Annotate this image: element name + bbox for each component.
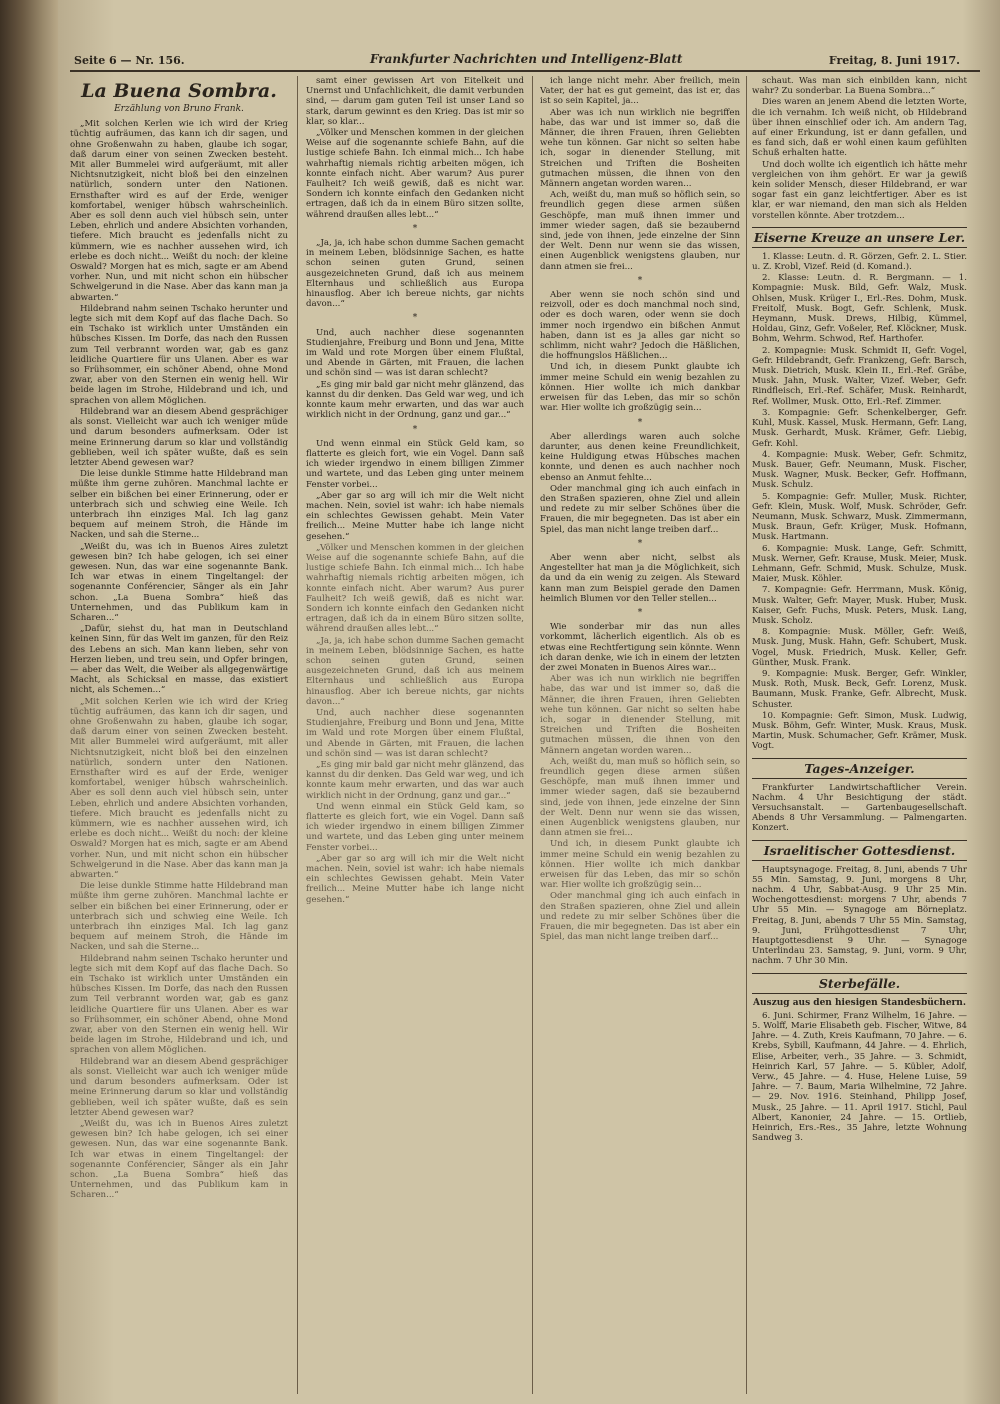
column-rule [532, 76, 533, 1394]
section-divider: * [637, 607, 643, 618]
section-divider: * [412, 313, 418, 324]
paragraph: „Völker und Menschen kommen in der gleichen Weise auf die sogenannte schiefe Bahn, auf die lustige schiefe Bahn. Ich einmal mich... Ich habe wahrhaftig niemals richtig arbeiten mögen, ich konnte einfach nicht. Aber warum? Aus purer Faulheit? Ich weiß gewiß, daß es nicht war. Sondern ich konnte einfach den Gedanken nicht ertragen, daß ich da in einem Büro sitzen sollte, während draußen alles lebt...“ [306, 128, 524, 220]
paragraph: Hildebrand war an diesem Abend gesprächiger als sonst. Vielleicht war auch ich weniger müde und darum besonders aufmerksam. Oder ist meine Erinnerung darum so klar und vollständig geblieben, weil ich später wußte, daß es sein letzter Abend gewesen war? [70, 1056, 288, 1118]
paragraph: Hildebrand war an diesem Abend gesprächiger als sonst. Vielleicht war auch ich weniger müde und darum besonders aufmerksam. Oder ist meine Erinnerung darum so klar und vollständig geblieben, weil ich später wußte, daß es sein letzter Abend gewesen war? [70, 406, 288, 468]
honor-list: 2. Kompagnie: Musk. Schmidt II, Gefr. Vogel, Gefr. Hildebrandt, Gefr. Frankzeng, Gefr. Barsch, Musk. Dietrich, Musk. Klein II., Erl.-Ref. Gräbe, Musk. Jahn, Musk. Walter, Vizef. Weber, Gefr. Rindfleisch, Erl.-Ref. Schäfer, Musk. Reinhardt, Ref. Wollmer, Musk. Otto, Erl.-Ref. Zimmer. [752, 345, 967, 407]
honor-list: 3. Kompagnie: Gefr. Schenkelberger, Gefr. Kuhl, Musk. Kassel, Musk. Hermann, Gefr. Lang, Musk. Gerhardt, Musk. Krämer, Gefr. Liebig, Gefr. Kohl. [752, 407, 967, 449]
section-divider: * [637, 275, 643, 286]
daily-notices: Frankfurter Landwirtschaftlicher Verein. Nachm. 4 Uhr Besichtigung der städt. Versuchsanstalt. — Gartenbaugesellschaft. Abends 8 Uhr Versammlung. — Palmengarten. Konzert. [752, 782, 967, 834]
column-2 [306, 76, 524, 1394]
paragraph: „Mit solchen Kerlen wie ich wird der Krieg tüchtig aufräumen, das kann ich dir sagen, und ohne Großenwahn zu haben, glaube ich sogar, daß darum einer von seinen Zwecken besteht. Mit aller Bummelei wird aufgeräumt, mit aller Nichtsnutzigkeit, nicht bloß bei den einzelnen natürlich, sondern unter den Nationen. Ernsthafter wird es auf der Erde, weniger komfortabel, weniger hübsch wahrscheinlich. Aber es soll denn auch viel hübsch sein, unter Leben, ehrlich und andere Absichten vorhanden, tiefere. Mich braucht es jedenfalls nicht zu kümmern, wie es nachher aussehen wird, ich erlebe es doch nicht... Weißt du noch: der kleine Oswald? Morgen hat es mich, sagte er am Abend vorher. Nun, und mit nicht schon ein hübscher Schwelgerund in die Nase. Aber das kann man ja abwarten.“ [70, 119, 288, 303]
paragraph: „Weißt du, was ich in Buenos Aires zuletzt gewesen bin? Ich habe gelogen, ich sei einer gewesen. Nun, das war eine sogenannte Bank. Ich war etwas in einem Tingeltangel: der sogenannte Conférencier, Sänger als ein Jahr schon. „La Buena Sombra“ hieß das Unternehmen, und das Publikum kam in Scharen...“ [70, 541, 288, 623]
honor-list: 1. Klasse: Leutn. d. R. Görzen, Gefr. 2. L. Stier. u. Z. Krobl, Vizef. Reid (d. Komand.). [752, 251, 967, 273]
paragraph: Und wenn einmal ein Stück Geld kam, so flatterte es gleich fort, wie ein Vogel. Dann saß ich wieder irgendwo in einem billigen Zimmer und wartete, und das Leben ging unter meinem Fenster vorbei... [306, 438, 524, 490]
paragraph: „Mit solchen Kerlen wie ich wird der Krieg tüchtig aufräumen, das kann ich dir sagen, und ohne Großenwahn zu haben, glaube ich sogar, daß darum einer von seinen Zwecken besteht. Mit aller Bummelei wird aufgeräumt, mit aller Nichtsnutzigkeit, nicht bloß bei den einzelnen natürlich, sondern unter den Nationen. Ernsthafter wird es auf der Erde, weniger komfortabel, weniger hübsch wahrscheinlich. Aber es soll denn auch viel hübsch sein, unter Leben, ehrlich und andere Absichten vorhanden, tiefere. Mich braucht es jedenfalls nicht zu kümmern, wie es nachher aussehen wird, ich erlebe es doch nicht... Weißt du noch: der kleine Oswald? Morgen hat es mich, sagte er am Abend vorher. Nun, und mit nicht schon ein hübscher Schwelgerund in die Nase. Aber das kann man ja abwarten.“ [70, 696, 288, 881]
honor-list: 10. Kompagnie: Gefr. Simon, Musk. Ludwig, Musk. Böhm, Gefr. Winter, Musk. Kraus, Musk. Martin, Musk. Schumacher, Gefr. Krämer, Musk. Vogt. [752, 710, 967, 752]
paragraph: samt einer gewissen Art von Eitelkeit und Unernst und Unfachlichkeit, die damit verbunden sind, — darum gam guten Teil ist unser Land so stark, darum gewinnt es den Krieg. Das ist mir so klar, so klar... [306, 76, 524, 127]
paragraph: Aber wenn aber nicht, selbst als Angestellter hat man ja die Möglichkeit, sich da und da ein wenig zu zeigen. Als Steward kann man zum Beispiel gerade den Damen heimlich Blumen vor den Teller stellen... [540, 552, 740, 604]
paragraph: Aber allerdings waren auch solche darunter, aus denen keine Freundlichkeit, keine Huldigung etwas Hübsches machen konnte, und denen es auch nachher noch ebenso an Anmut fehlte... [540, 431, 740, 483]
paragraph: Aber was ich nun wirklich nie begriffen habe, das war und ist immer so, daß die Männer, die ihren Frauen, ihren Geliebten wehe tun können. Gar nicht so selten habe ich, sogar in dienender Stellung, mit Streichen und Triften die Bosheiten gutmachen müssen, die ihnen von den Männern angetan worden waren... [540, 107, 740, 190]
section-divider: * [637, 417, 643, 428]
paragraph: Dies waren an jenem Abend die letzten Worte, die ich vernahm. Ich weiß nicht, ob Hildebrand über ihnen einschlief oder ich. Am andern Tag, auf einer Erkundung, ist er dann gefallen, und es fand sich, daß er wohl einen kaum gefühlten Schuß erhalten hatte. [752, 97, 967, 159]
paragraph: Und wenn einmal ein Stück Geld kam, so flatterte es gleich fort, wie ein Vogel. Dann saß ich wieder irgendwo in einem billigen Zimmer und wartete, und das Leben ging unter meinem Fenster vorbei... [306, 801, 524, 853]
paragraph: Aber wenn sie noch schön sind und reizvoll, oder es doch manchmal noch sind, oder es doch waren, oder wenn sie doch immer noch irgendwo ein bißchen Anmut haben, dann ist es ja alles gar nicht so schlimm, nicht wahr? Jedoch die Häßlichen, die hoffnungslos Häßlichen... [540, 290, 740, 362]
newspaper-title: Frankfurter Nachrichten und Intelligenz-Blatt [370, 52, 683, 66]
paragraph: Ach, weißt du, man muß so höflich sein, so freundlich gegen diese armen süßen Geschöpfe, man muß ihnen immer und immer wieder sagen, daß sie bezaubernd sind, jede von ihnen, jede einzelne der Sinn der Welt. Denn nur wenn sie das wissen, einen Augenblick wenigstens glauben, nur dann atmen sie frei... [540, 190, 740, 272]
column-rule [297, 76, 298, 1394]
honor-list: 9. Kompagnie: Musk. Berger, Gefr. Winkler, Musk. Roth, Musk. Beck, Gefr. Lorenz, Musk. Baumann, Musk. Franke, Gefr. Albrecht, Musk. Schuster. [752, 668, 967, 710]
paragraph: Oder manchmal ging ich auch einfach in den Straßen spazieren, ohne Ziel und allein und redete zu mir selber Schönes über die Frauen, die mir begegneten. Das ist aber ein Spiel, das man nicht lange treiben darf... [540, 483, 740, 535]
paragraph: Ach, weißt du, man muß so höflich sein, so freundlich gegen diese armen süßen Geschöpfe, man muß ihnen immer und immer wieder sagen, daß sie bezaubernd sind, jede von ihnen, jede einzelne der Sinn der Welt. Denn nur wenn sie das wissen, einen Augenblick wenigstens glauben, nur dann atmen sie frei... [540, 756, 740, 839]
paragraph: „Völker und Menschen kommen in der gleichen Weise auf die sogenannte schiefe Bahn, auf die lustige schiefe Bahn. Ich einmal mich... Ich habe wahrhaftig niemals richtig arbeiten mögen, ich konnte einfach nicht. Aber warum? Aus purer Faulheit? Ich weiß gewiß, daß es nicht war. Sondern ich konnte einfach den Gedanken nicht ertragen, daß ich da in einem Büro sitzen sollte, während draußen alles lebt...“ [306, 542, 524, 635]
paragraph: Oder manchmal ging ich auch einfach in den Straßen spazieren, ohne Ziel und allein und redete zu mir selber Schönes über die Frauen, die mir begegneten. Das ist aber ein Spiel, das man nicht lange treiben darf... [540, 891, 740, 943]
honor-list: 6. Kompagnie: Musk. Lange, Gefr. Schmitt, Musk. Werner, Gefr. Krause, Musk. Meier, Musk. Lehmann, Gefr. Schmid, Musk. Schulze, Musk. Maier, Musk. Köhler. [752, 543, 967, 585]
paragraph: Die leise dunkle Stimme hatte Hildebrand man müßte ihm gerne zuhören. Manchmal lachte er selber ein bißchen bei einer Erinnerung, oder er unterbrach sich und schwieg eine Weile. Ich unterbrach ihn einziges Mal. Ich lag ganz bequem auf meinem Stroh, die Hände im Nacken, und sah die Sterne... [70, 881, 288, 953]
paragraph: Und ich, in diesem Punkt glaubte ich immer meine Schuld ein wenig bezahlen zu können. Hier wollte ich mich dankbar erweisen für das Leben, das mir so schön war. Hier wollte ich großzügig sein... [540, 839, 740, 891]
paragraph: „Ja, ja, ich habe schon dumme Sachen gemacht in meinem Leben, blödsinnige Sachen, es hatte schon seinen guten Grund, seinen ausgezeichneten Grund, daß ich aus meinem Elternhaus und schließlich aus Europa hinausflog. Aber ich bereue nichts, gar nichts davon...“ [306, 238, 524, 310]
section-divider: * [637, 538, 643, 549]
honor-list: 8. Kompagnie: Musk. Möller, Gefr. Weiß, Musk. Jung, Musk. Hahn, Gefr. Schubert, Musk. Vogel, Musk. Friedrich, Musk. Keller, Gefr. Günther, Musk. Frank. [752, 627, 967, 668]
iron-cross-heading: Eiserne Kreuze an unsere Ler. [752, 227, 967, 248]
paragraph: „Dafür, siehst du, hat man in Deutschland keinen Sinn, für das Welt im ganzen, für den Reiz des Lebens an sich. Man kann lieben, sehr von Herzen lieben, und treu sein, und Opfer bringen, — aber das Welt, die Weiber als allgegenwärtige Macht, als Schicksal en masse, das existiert nicht, als Schemen...“ [70, 624, 288, 696]
paragraph: Und, auch nachher diese sogenannten Studienjahre, Freiburg und Bonn und Jena, Mitte im Wald und rote Morgen über einem Flußtal, und Abende in Gärten, mit Frauen, die lachen und schön sind — was ist daran schlecht? [306, 327, 524, 379]
column-rule [746, 76, 747, 1394]
honor-list: 7. Kompagnie: Gefr. Herrmann, Musk. König, Musk. Walter, Gefr. Mayer, Musk. Huber, Musk. Kaiser, Gefr. Fuchs, Musk. Peters, Musk. Lang, Musk. Scholz. [752, 585, 967, 626]
deaths-subheading: Auszug aus den hiesigen Standesbüchern. [753, 997, 966, 1008]
column-4 [752, 76, 967, 1394]
paragraph: schaut. Was man sich einbilden kann, nicht wahr? Zu sonderbar. La Buena Sombra...“ [752, 76, 967, 97]
paragraph: „Aber gar so arg will ich mir die Welt nicht machen. Nein, soviel ist wahr: ich habe niemals ein schlechtes Gewissen gehabt. Mein Vater freilich... Meine Mutter habe ich lange nicht gesehen.“ [306, 853, 524, 905]
story-title: La Buena Sombra. [81, 80, 277, 102]
deaths-heading: Sterbefälle. [752, 973, 967, 994]
paragraph: Aber was ich nun wirklich nie begriffen habe, das war und ist immer so, daß die Männer, die ihren Frauen, ihren Geliebten wehe tun können. Gar nicht so selten habe ich, sogar in dienender Stellung, mit Streichen und Triften die Bosheiten gutmachen müssen, die ihnen von den Männern angetan worden waren... [540, 674, 740, 756]
column-1 [70, 76, 288, 1394]
paragraph: „Ja, ja, ich habe schon dumme Sachen gemacht in meinem Leben, blödsinnige Sachen, es hatte schon seinen guten Grund, seinen ausgezeichneten Grund, daß ich aus meinem Elternhaus und schließlich aus Europa hinausflog. Aber ich bereue nichts, gar nichts davon...“ [306, 635, 524, 707]
page-masthead [70, 50, 980, 72]
paragraph: Die leise dunkle Stimme hatte Hildebrand man müßte ihm gerne zuhören. Manchmal lachte er selber ein bißchen bei einer Erinnerung, oder er unterbrach sich und schwieg eine Weile. Ich unterbrach ihn einziges Mal. Ich lag ganz bequem auf meinem Stroh, die Hände im Nacken, und sah die Sterne... [70, 469, 288, 541]
book-binding [0, 0, 58, 1404]
paragraph: Und doch wollte ich eigentlich ich hätte mehr vergleichen von ihm gehört. Er war ja gewiß kein solider Mensch, dieser Hildebrand, er war sogar fast ein ganz leichtfertiger. Aber es ist klar, er war niemand, den man sich als Helden vorstellen könnte. Aber trotzdem... [752, 159, 967, 221]
worship-heading: Israelitischer Gottesdienst. [752, 840, 967, 861]
paragraph: „Es ging mir bald gar nicht mehr glänzend, das kannst du dir denken. Das Geld war weg, und ich konnte kaum mehr erwarten, und das war auch wirklich nicht in der Ordnung, ganz und gar...“ [306, 760, 524, 801]
issue-date: Freitag, 8. Juni 1917. [828, 54, 960, 67]
paragraph: Wie sonderbar mir das nun alles vorkommt, lächerlich eigentlich. Als ob es etwas eine Rechtfertigung sein könnte. Wenn ich daran denke, wie ich in einem der letzten der zwei Monaten in Buenos Aires war... [540, 622, 740, 673]
paragraph: ich lange nicht mehr. Aber freilich, mein Vater, der hat es gut gemeint, das ist er, das ist so sein Kapitel, ja... [540, 76, 740, 107]
section-divider: * [412, 223, 418, 234]
honor-list: 4. Kompagnie: Musk. Weber, Gefr. Schmitz, Musk. Bauer, Gefr. Neumann, Musk. Fischer, Musk. Wagner, Musk. Becker, Gefr. Hoffmann, Musk. Schulz. [752, 449, 967, 491]
honor-list: 2. Klasse: Leutn. d. R. Bergmann. — 1. Kompagnie: Musk. Bild, Gefr. Walz, Musk. Ohlsen, Musk. Krüger I., Erl.-Res. Dohm, Musk. Freitolf, Musk. Bogt, Gefr. Schlenk, Musk. Heymann, Musk. Drews, Hilbig, Kümmel, Holdau, Ginz, Gefr. Voßeler, Ref. Klöckner, Musk. Bohm, Wehrm. Schwod, Ref. Harthofer. [752, 273, 967, 345]
paragraph: Hildebrand nahm seinen Tschako herunter und legte sich mit dem Kopf auf das flache Dach. So ein Tschako ist wirklich unter Umständen ein hübsches Kissen. Im Dorfe, das nach den Russen zum Teil verbrannt worden war, gab es ganz leidliche Quartiere für uns Ulanen. Aber es war so Frühsommer, ein schöner Abend, ohne Mond zwar, aber von den Sternen ein wenig hell. Wir beide lagen im Strohe, Hildebrand und ich, und sprachen von allem Möglichen. [70, 303, 288, 406]
paragraph: Hildebrand nahm seinen Tschako herunter und legte sich mit dem Kopf auf das flache Dach. So ein Tschako ist wirklich unter Umständen ein hübsches Kissen. Im Dorfe, das nach den Russen zum Teil verbrannt worden war, gab es ganz leidliche Quartiere für uns Ulanen. Aber es war so Frühsommer, ein schöner Abend, ohne Mond zwar, aber von den Sternen ein wenig hell. Wir beide lagen im Strohe, Hildebrand und ich, und sprachen von allem Möglichen. [70, 953, 288, 1056]
honor-list: 5. Kompagnie: Gefr. Muller, Musk. Richter, Gefr. Klein, Musk. Wolf, Musk. Schröder, Gefr. Neumann, Musk. Schwarz, Musk. Zimmermann, Musk. Braun, Gefr. Krüger, Musk. Hofmann, Musk. Hartmann. [752, 491, 967, 543]
deaths-list: 6. Juni. Schirmer, Franz Wilhelm, 16 Jahre. — 5. Wolff, Marie Elisabeth geb. Fischer, Witwe, 84 Jahre. — 4. Zuth, Kreis Kaufmann, 70 Jahre. — 6. Krebs, Sybill, Kaufmann, 44 Jahre. — 4. Ehrlich, Elise, Arbeiter, verh., 35 Jahre. — 3. Schmidt, Heinrich Karl, 57 Jahre. — 5. Kübler, Adolf, Verw., 45 Jahre. — 4. Huse, Helene Luise, 59 Jahre. — 7. Baum, Maria Wilhelmine, 72 Jahre. — 29. Nov. 1916. Steinhand, Philipp Josef, Musk., 25 Jahre. — 11. April 1917. Stichl, Paul Albert, Kanonier, 24 Jahre. — 15. Ortlieb, Heinrich, Ers.-Res., 35 Jahre, letzte Wohnung Sandweg 3. [752, 1010, 967, 1144]
paragraph: Und, auch nachher diese sogenannten Studienjahre, Freiburg und Bonn und Jena, Mitte im Wald und rote Morgen über einem Flußtal, und Abende in Gärten, mit Frauen, die lachen und schön sind — was ist daran schlecht? [306, 707, 524, 759]
section-divider: * [412, 424, 418, 435]
paragraph: „Es ging mir bald gar nicht mehr glänzend, das kannst du dir denken. Das Geld war weg, und ich konnte kaum mehr erwarten, und das war auch wirklich nicht in der Ordnung, ganz und gar...“ [306, 379, 524, 421]
worship-schedule: Hauptsynagoge. Freitag, 8. Juni, abends 7 Uhr 55 Min. Samstag, 9. Juni, morgens 8 Uhr, nachm. 4 Uhr, Sabbat-Ausg. 9 Uhr 25 Min. Wochengottesdienst: morgens 7 Uhr, abends 7 Uhr 55 Min. — Synagoge am Börneplatz. Freitag, 8. Juni, abends 7 Uhr 55 Min. Samstag, 9. Juni, Frühgottesdienst 7 Uhr, Hauptgottesdienst 9 Uhr. — Synagoge Unterlindau 23. Samstag, 9. Juni, vorm. 9 Uhr, nachm. 7 Uhr 30 Min. [752, 864, 967, 967]
column-3 [540, 76, 740, 1394]
page-number: Seite 6 — Nr. 156. [74, 54, 185, 67]
paragraph: „Weißt du, was ich in Buenos Aires zuletzt gewesen bin? Ich habe gelogen, ich sei einer gewesen. Nun, das war eine sogenannte Bank. Ich war etwas in einem Tingeltangel: der sogenannte Conférencier, Sänger als ein Jahr schon. „La Buena Sombra“ hieß das Unternehmen, und das Publikum kam in Scharen...“ [70, 1118, 288, 1201]
story-byline: Erzählung von Bruno Frank. [114, 104, 244, 114]
paragraph: „Aber gar so arg will ich mir die Welt nicht machen. Nein, soviel ist wahr: ich habe niemals ein schlechtes Gewissen gehabt. Mein Vater freilich... Meine Mutter habe ich lange nicht gesehen.“ [306, 490, 524, 542]
daily-notices-heading: Tages-Anzeiger. [752, 758, 967, 779]
paragraph: Und ich, in diesem Punkt glaubte ich immer meine Schuld ein wenig bezahlen zu können. Hier wollte ich mich dankbar erweisen für das Leben, das mir so schön war. Hier wollte ich großzügig sein... [540, 362, 740, 414]
